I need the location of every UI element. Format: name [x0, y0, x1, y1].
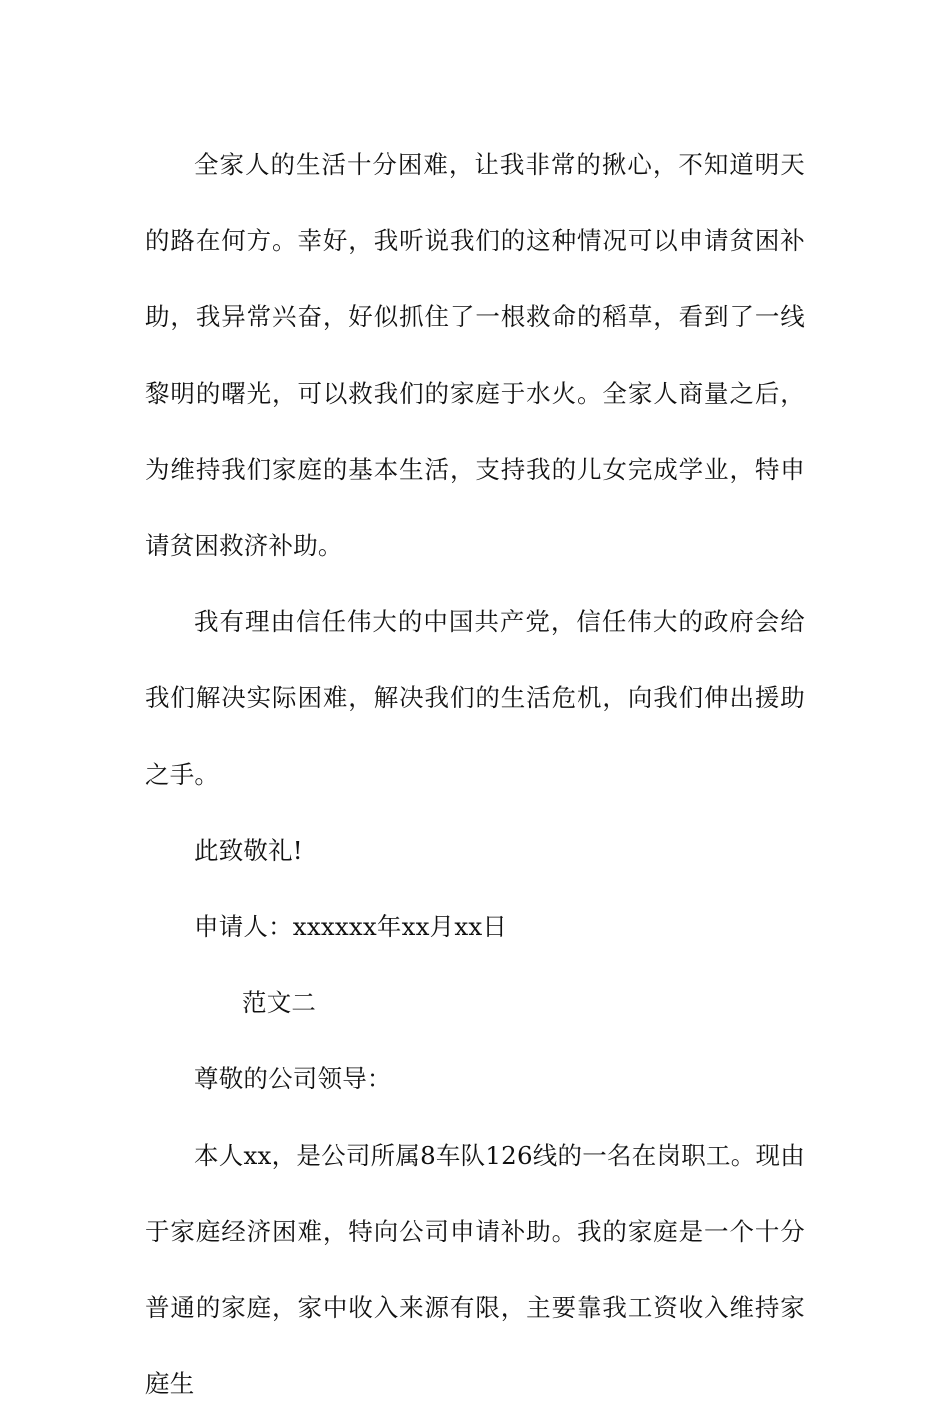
closing-salutation: 此致敬礼!	[194, 835, 303, 865]
paragraph-introduction: 本人xx，是公司所属8车队126线的一名在岗职工。现由于家庭经济困难，特向公司申请补助。我的家庭是一个十分普通的家庭，家中收入来源有限，主要靠我工资收入维持家庭生	[145, 1140, 805, 1399]
letter-greeting: 尊敬的公司领导：	[194, 1064, 392, 1094]
paragraph-hardship: 全家人的生活十分困难，让我非常的揪心，不知道明天的路在何方。幸好，我听说我们的这种情况可以申请贫困补助，我异常兴奋，好似抓住了一根救命的稻草，看到了一线黎明的曙光，可以救我们的家庭于水火。全家人商量之后，为维持我们家庭的基本生活，支持我的儿女完成学业，特申请贫困救济补助。	[145, 150, 805, 561]
paragraph-trust: 我有理由信任伟大的中国共产党，信任伟大的政府会给我们解决实际困难，解决我们的生活危机，向我们伸出援助之手。	[145, 607, 805, 789]
document-body	[145, 127, 805, 1422]
section-heading-sample-two: 范文二	[242, 988, 317, 1018]
applicant-signature-line: 申请人：xxxxxx年xx月xx日	[194, 912, 508, 942]
